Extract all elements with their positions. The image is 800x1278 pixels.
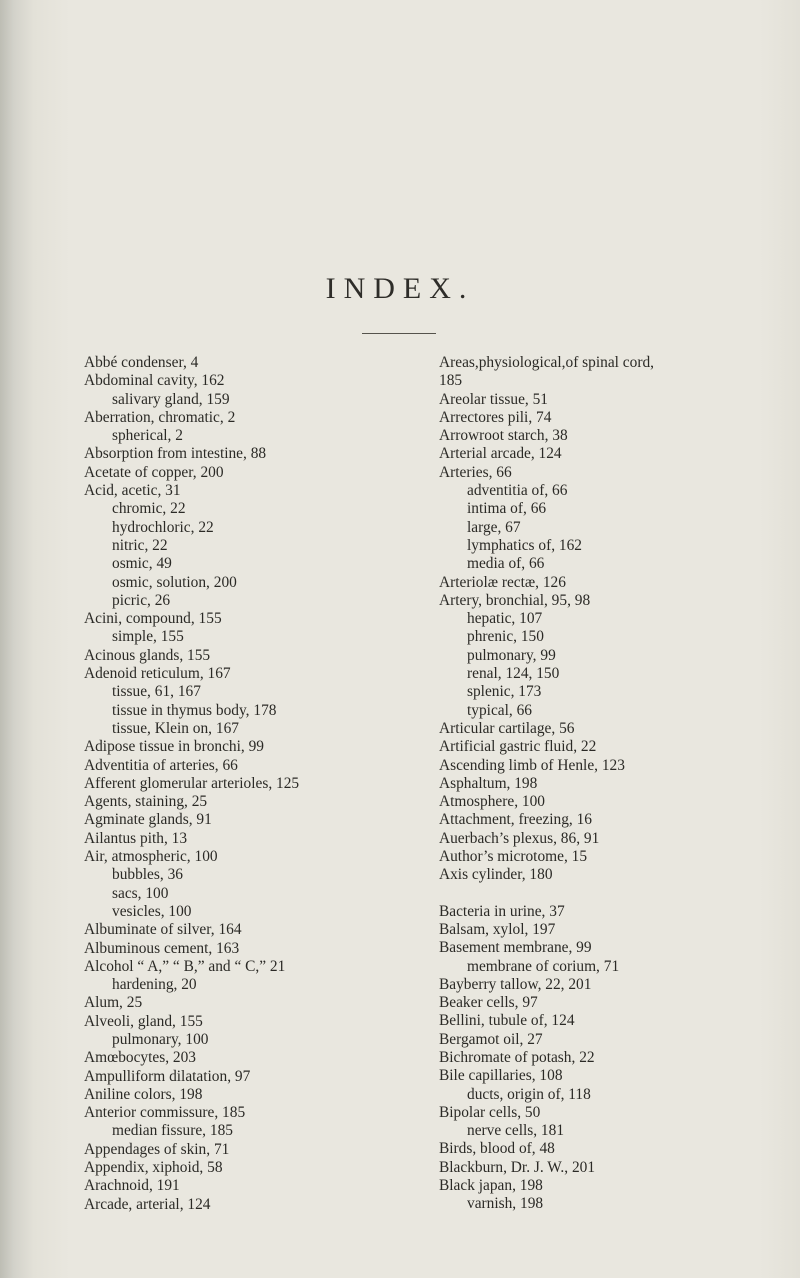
index-subentry: median fissure, 185: [112, 1122, 233, 1140]
index-subentry: media of, 66: [467, 555, 545, 573]
index-subentry: nitric, 22: [112, 536, 168, 554]
index-entry: Adenoid reticulum, 167: [84, 665, 231, 683]
index-entry: 185: [439, 372, 463, 390]
index-subentry: adventitia of, 66: [467, 482, 568, 500]
index-entry: Areolar tissue, 51: [439, 390, 548, 408]
index-subentry: osmic, solution, 200: [112, 573, 237, 591]
index-entry: Bergamot oil, 27: [439, 1030, 543, 1048]
index-entry: Adventitia of arteries, 66: [84, 756, 238, 774]
index-entry: Black japan, 198: [439, 1177, 543, 1195]
index-entry: Birds, blood of, 48: [439, 1140, 555, 1158]
index-entry: Anterior commissure, 185: [84, 1104, 246, 1122]
index-subentry: osmic, 49: [112, 555, 172, 573]
index-entry: Arterial arcade, 124: [439, 445, 562, 463]
index-entry: Arrowroot starch, 38: [439, 427, 568, 445]
index-entry: Ampulliform dilatation, 97: [84, 1067, 251, 1085]
index-entry: Auerbach’s plexus, 86, 91: [439, 829, 600, 847]
index-entry: Ascending limb of Henle, 123: [439, 756, 625, 774]
index-entry: Artery, bronchial, 95, 98: [439, 591, 591, 609]
index-entry: Acini, compound, 155: [84, 610, 222, 628]
index-subentry: vesicles, 100: [112, 902, 192, 920]
index-entry: Arteriolæ rectæ, 126: [439, 573, 566, 591]
index-entry: Atmosphere, 100: [439, 793, 546, 811]
index-entry: Artificial gastric fluid, 22: [439, 738, 597, 756]
index-entry: Arcade, arterial, 124: [84, 1195, 211, 1213]
index-entry: Areas,physiological,of spinal cord,: [439, 354, 654, 371]
index-entry: Abdominal cavity, 162: [84, 372, 225, 390]
page-title: INDEX.: [325, 272, 475, 305]
index-subentry: bubbles, 36: [112, 866, 183, 884]
index-entry: Beaker cells, 97: [439, 994, 538, 1012]
index-entry: Balsam, xylol, 197: [439, 920, 556, 938]
index-subentry: simple, 155: [112, 628, 184, 646]
index-entry: Afferent glomerular arterioles, 125: [84, 774, 300, 792]
index-subentry: splenic, 173: [467, 683, 542, 701]
index-subentry: tissue, Klein on, 167: [112, 719, 239, 737]
index-entry: Agminate glands, 91: [84, 811, 212, 829]
index-subentry: tissue, 61, 167: [112, 683, 201, 701]
index-entry: Amœbocytes, 203: [84, 1049, 196, 1067]
index-subentry: spherical, 2: [112, 427, 183, 445]
index-subentry: pulmonary, 100: [112, 1030, 209, 1048]
index-subentry: salivary gland, 159: [112, 390, 230, 408]
index-entry: Adipose tissue in bronchi, 99: [84, 738, 264, 756]
index-entry: Arrectores pili, 74: [439, 408, 552, 426]
index-subentry: large, 67: [467, 518, 521, 536]
index-entry: Author’s microtome, 15: [439, 848, 588, 866]
index-entry: Bichromate of potash, 22: [439, 1048, 595, 1066]
index-subentry: hepatic, 107: [467, 610, 543, 628]
index-subentry: hydrochloric, 22: [112, 518, 214, 536]
index-entry: Alum, 25: [84, 994, 143, 1012]
index-subentry: membrane of corium, 71: [467, 957, 620, 975]
index-entry: Arachnoid, 191: [84, 1177, 180, 1195]
index-entry: Arteries, 66: [439, 463, 512, 481]
index-entry: Acid, acetic, 31: [84, 482, 181, 500]
index-entry: Axis cylinder, 180: [439, 866, 553, 884]
index-column-left: [84, 354, 424, 1214]
index-entry: Bacteria in urine, 37: [439, 902, 565, 920]
index-subentry: lymphatics of, 162: [467, 536, 582, 554]
index-subentry: renal, 124, 150: [467, 665, 560, 683]
index-entry: Bipolar cells, 50: [439, 1103, 541, 1121]
index-subentry: pulmonary, 99: [467, 646, 556, 664]
index-entry: Asphaltum, 198: [439, 774, 538, 792]
index-entry: Abbé condenser, 4: [84, 354, 199, 371]
index-entry: Aberration, chromatic, 2: [84, 408, 236, 426]
index-subentry: sacs, 100: [112, 884, 169, 902]
index-entry: Ailantus pith, 13: [84, 829, 188, 847]
title-rule: [362, 333, 436, 334]
index-entry: Alveoli, gland, 155: [84, 1012, 203, 1030]
index-entry: Attachment, freezing, 16: [439, 811, 592, 829]
index-entry: Articular cartilage, 56: [439, 719, 575, 737]
index-entry: Bellini, tubule of, 124: [439, 1012, 575, 1030]
index-entry: Blackburn, Dr. J. W., 201: [439, 1158, 596, 1176]
index-subentry: intima of, 66: [467, 500, 547, 518]
index-entry: Appendages of skin, 71: [84, 1140, 230, 1158]
index-entry: Air, atmospheric, 100: [84, 848, 218, 866]
index-entry: Alcohol “ A,” “ B,” and “ C,” 21: [84, 957, 286, 975]
index-subentry: varnish, 198: [467, 1195, 544, 1213]
index-entry: Basement membrane, 99: [439, 939, 592, 957]
index-subentry: tissue in thymus body, 178: [112, 701, 277, 719]
index-subentry: typical, 66: [467, 701, 532, 719]
index-entry: Appendix, xiphoid, 58: [84, 1159, 223, 1177]
index-entry: Acinous glands, 155: [84, 646, 211, 664]
index-subentry: chromic, 22: [112, 500, 186, 518]
index-entry: Albuminate of silver, 164: [84, 921, 242, 939]
index-entry: Albuminous cement, 163: [84, 939, 240, 957]
index-entry: Acetate of copper, 200: [84, 463, 224, 481]
index-entry: Aniline colors, 198: [84, 1085, 203, 1103]
index-subentry: ducts, origin of, 118: [467, 1085, 591, 1103]
index-column-right: [439, 354, 784, 1214]
index-subentry: phrenic, 150: [467, 628, 544, 646]
index-entry: Bayberry tallow, 22, 201: [439, 975, 592, 993]
index-subentry: hardening, 20: [112, 976, 197, 994]
index-entry: Bile capillaries, 108: [439, 1067, 563, 1085]
index-subentry: nerve cells, 181: [467, 1122, 565, 1140]
index-entry: Agents, staining, 25: [84, 793, 208, 811]
index-entry: Absorption from intestine, 88: [84, 445, 267, 463]
index-subentry: picric, 26: [112, 591, 171, 609]
